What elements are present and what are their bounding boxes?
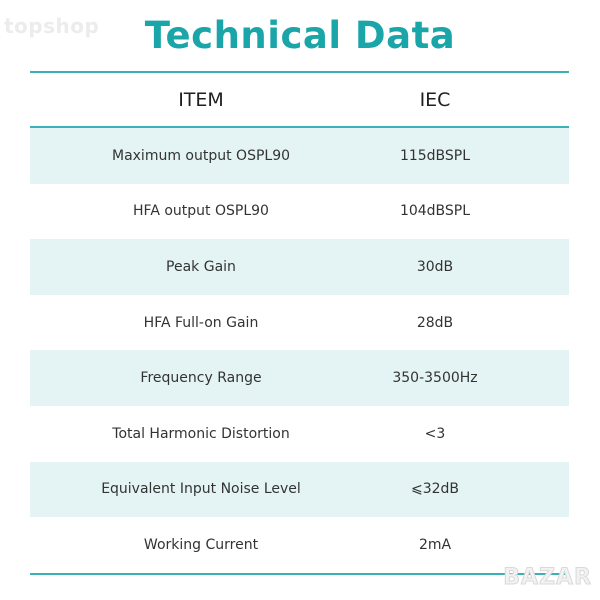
table-row xyxy=(30,462,569,518)
table-row xyxy=(30,184,569,240)
table-body xyxy=(30,128,569,573)
row-item-label: Equivalent Input Noise Level xyxy=(101,481,301,498)
row-iec-value: 2mA xyxy=(418,536,452,553)
table-bottom-rule xyxy=(30,573,569,575)
row-item-label: HFA Full-on Gain xyxy=(143,314,259,331)
row-iec-value: 30dB xyxy=(416,258,454,275)
page-title: Technical Data xyxy=(144,14,456,57)
row-iec-value: ⩽32dB xyxy=(410,481,460,498)
header-item: ITEM xyxy=(178,88,224,111)
row-iec-value: 104dBSPL xyxy=(399,203,471,220)
row-item-label: Working Current xyxy=(143,536,259,553)
row-item-label: Maximum output OSPL90 xyxy=(111,147,291,164)
table-row xyxy=(30,295,569,351)
row-item-label: Peak Gain xyxy=(166,258,236,275)
table-header xyxy=(30,73,569,126)
row-item-label: HFA output OSPL90 xyxy=(133,203,269,220)
table-row xyxy=(30,128,569,184)
row-item-label: Total Harmonic Distortion xyxy=(112,425,290,442)
table-row xyxy=(30,350,569,406)
header-iec: IEC xyxy=(419,88,451,111)
row-iec-value: 28dB xyxy=(416,314,454,331)
row-iec-value: <3 xyxy=(424,425,446,442)
row-iec-value: 350-3500Hz xyxy=(392,370,478,387)
table-row xyxy=(30,406,569,462)
row-item-label: Frequency Range xyxy=(140,370,262,387)
topshop-watermark: topshop xyxy=(4,14,100,38)
row-iec-value: 115dBSPL xyxy=(399,147,471,164)
table-row xyxy=(30,239,569,295)
table-row xyxy=(30,517,569,573)
bazar-watermark: BAZAR xyxy=(503,565,592,590)
